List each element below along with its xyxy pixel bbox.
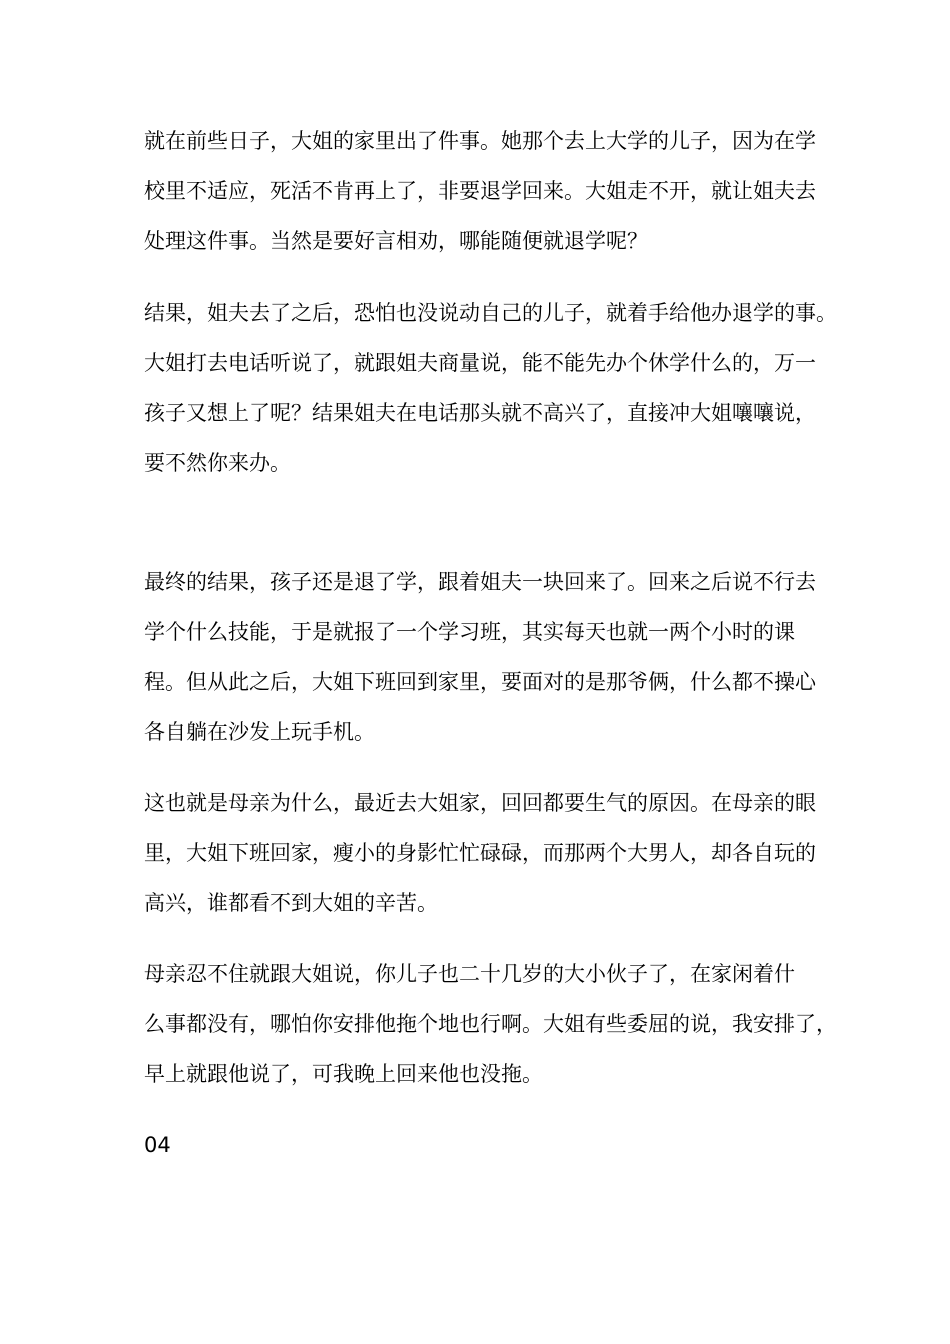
paragraph-line: 母亲忍不住就跟大姐说，你儿子也二十几岁的大小伙子了，在家闲着什 [144,962,795,986]
paragraph-line: 最终的结果，孩子还是退了学，跟着姐夫一块回来了。回来之后说不行去 [144,570,816,594]
paragraph-line: 程。但从此之后，大姐下班回到家里，要面对的是那爷俩，什么都不操心 [144,670,816,694]
paragraph-1 [144,116,824,266]
paragraph-4 [144,778,824,928]
paragraph-line: 早上就跟他说了，可我晚上回来他也没拖。 [144,1062,543,1086]
paragraph-line: 这也就是母亲为什么，最近去大姐家，回回都要生气的原因。在母亲的眼 [144,791,816,815]
paragraph-line: 各自躺在沙发上玩手机。 [144,720,375,744]
paragraph-line: 要不然你来办。 [144,451,291,475]
paragraph-line: 校里不适应，死活不肯再上了，非要退学回来。大姐走不开，就让姐夫去 [144,179,816,203]
paragraph-line: 处理这件事。当然是要好言相劝，哪能随便就退学呢？ [144,229,648,253]
paragraph-5 [144,949,837,1099]
paragraph-line: 大姐打去电话听说了，就跟姐夫商量说，能不能先办个休学什么的，万一 [144,351,816,375]
section-number-text: 04 [144,1133,171,1157]
paragraph-line: 就在前些日子，大姐的家里出了件事。她那个去上大学的儿子，因为在学 [144,129,816,153]
paragraph-line: 么事都没有，哪怕你安排他拖个地也行啊。大姐有些委屈的说，我安排了， [144,1012,837,1036]
paragraph-line: 结果，姐夫去了之后，恐怕也没说动自己的儿子，就着手给他办退学的事。 [144,301,837,325]
paragraph-line: 孩子又想上了呢？结果姐夫在电话那头就不高兴了，直接冲大姐嚷嚷说， [144,401,816,425]
paragraph-line: 高兴，谁都看不到大姐的辛苦。 [144,891,438,915]
paragraph-3 [144,557,824,757]
paragraph-2 [144,288,837,488]
paragraph-line: 学个什么技能，于是就报了一个学习班，其实每天也就一两个小时的课 [144,620,795,644]
section-number [144,1120,824,1170]
paragraph-line: 里，大姐下班回家，瘦小的身影忙忙碌碌，而那两个大男人，却各自玩的 [144,841,816,865]
